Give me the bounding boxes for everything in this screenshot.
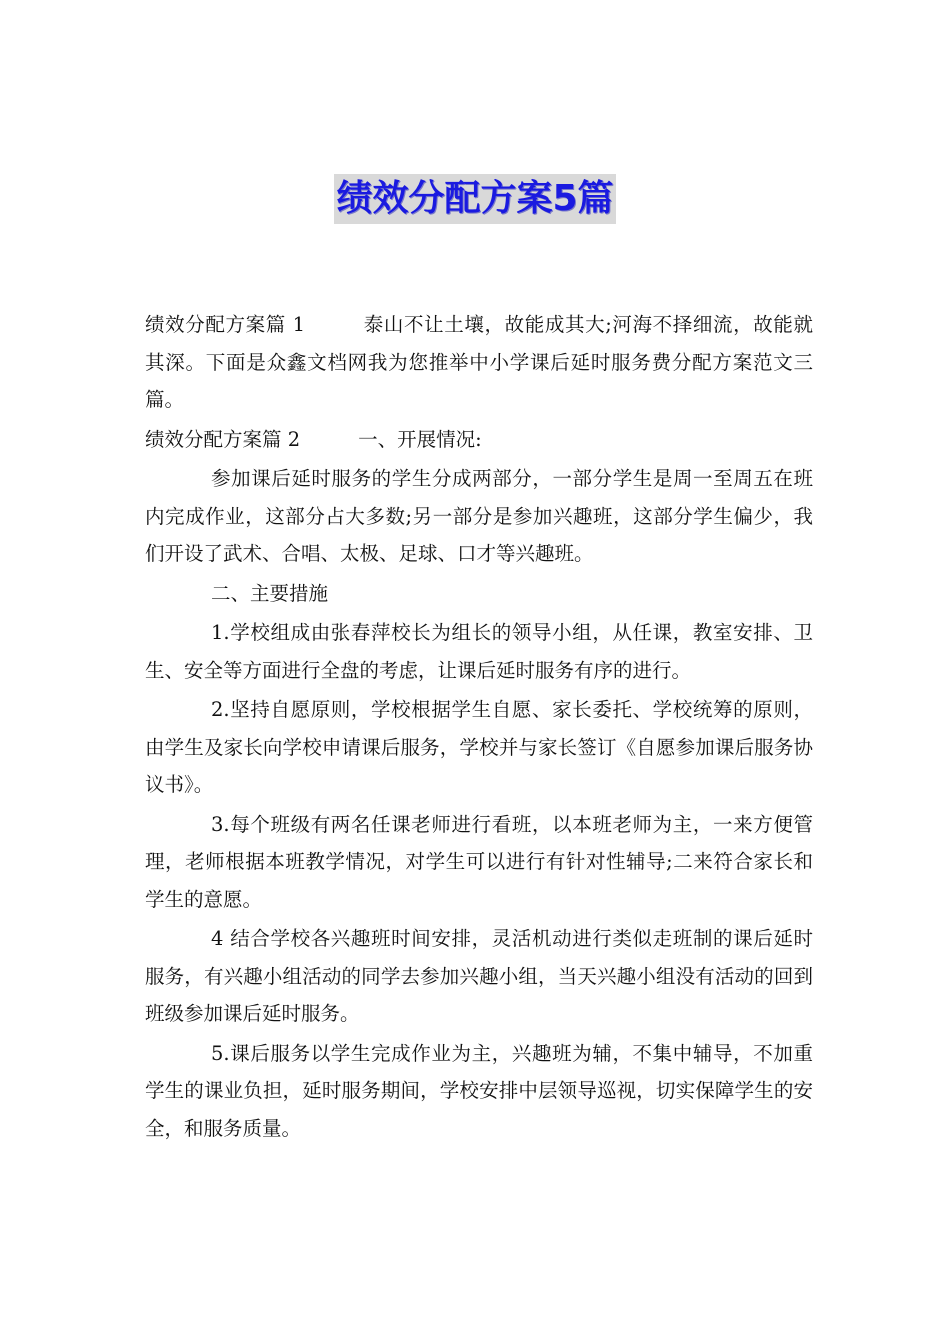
section-1-text: 泰山不让土壤，故能成其大;河海不择细流，故能就其深。下面是众鑫文档网我为您推举中小学课后延时服务费分配方案范文三篇。	[145, 313, 813, 411]
measure-item-3: 3.每个班级有两名任课老师进行看班，以本班老师为主，一来方便管理，老师根据本班教学情况，对学生可以进行有针对性辅导;二来符合家长和学生的意愿。	[145, 812, 813, 911]
measure-item-1: 1.学校组成由张春萍校长为组长的领导小组，从任课，教室安排、卫生、安全等方面进行全盘的考虑，让课后延时服务有序的进行。	[145, 621, 813, 682]
document-body	[145, 306, 813, 1147]
measure-item-5: 5.课后服务以学生完成作业为主，兴趣班为辅，不集中辅导，不加重学生的课业负担，延时服务期间，学校安排中层领导巡视，切实保障学生的安全，和服务质量。	[145, 1041, 813, 1140]
measure-item-2: 2.坚持自愿原则，学校根据学生自愿、家长委托、学校统筹的原则，由学生及家长向学校申请课后服务，学校并与家长签订《自愿参加课后服务协议书》。	[145, 698, 813, 796]
section-2-heading: 一、开展情况:	[358, 427, 482, 451]
document-title: 绩效分配方案5篇	[334, 174, 615, 224]
section-1-label: 绩效分配方案篇 1	[145, 313, 306, 336]
overview-paragraph: 参加课后延时服务的学生分成两部分，一部分学生是周一至周五在班内完成作业，这部分占大多数;另一部分是参加兴趣班，这部分学生偏少，我们开设了武术、合唱、太极、足球、口才等兴趣班。	[145, 467, 813, 565]
measure-item-4: 4 结合学校各兴趣班时间安排，灵活机动进行类似走班制的课后延时服务，有兴趣小组活动的同学去参加兴趣小组，当天兴趣小组没有活动的回到班级参加课后延时服务。	[145, 927, 813, 1025]
measures-heading: 二、主要措施	[211, 581, 329, 605]
section-2-label: 绩效分配方案篇 2	[145, 427, 301, 451]
section-2-heading-line	[145, 421, 813, 459]
spacer	[300, 421, 358, 459]
section-1-paragraph	[145, 306, 813, 419]
title-container	[0, 174, 950, 224]
